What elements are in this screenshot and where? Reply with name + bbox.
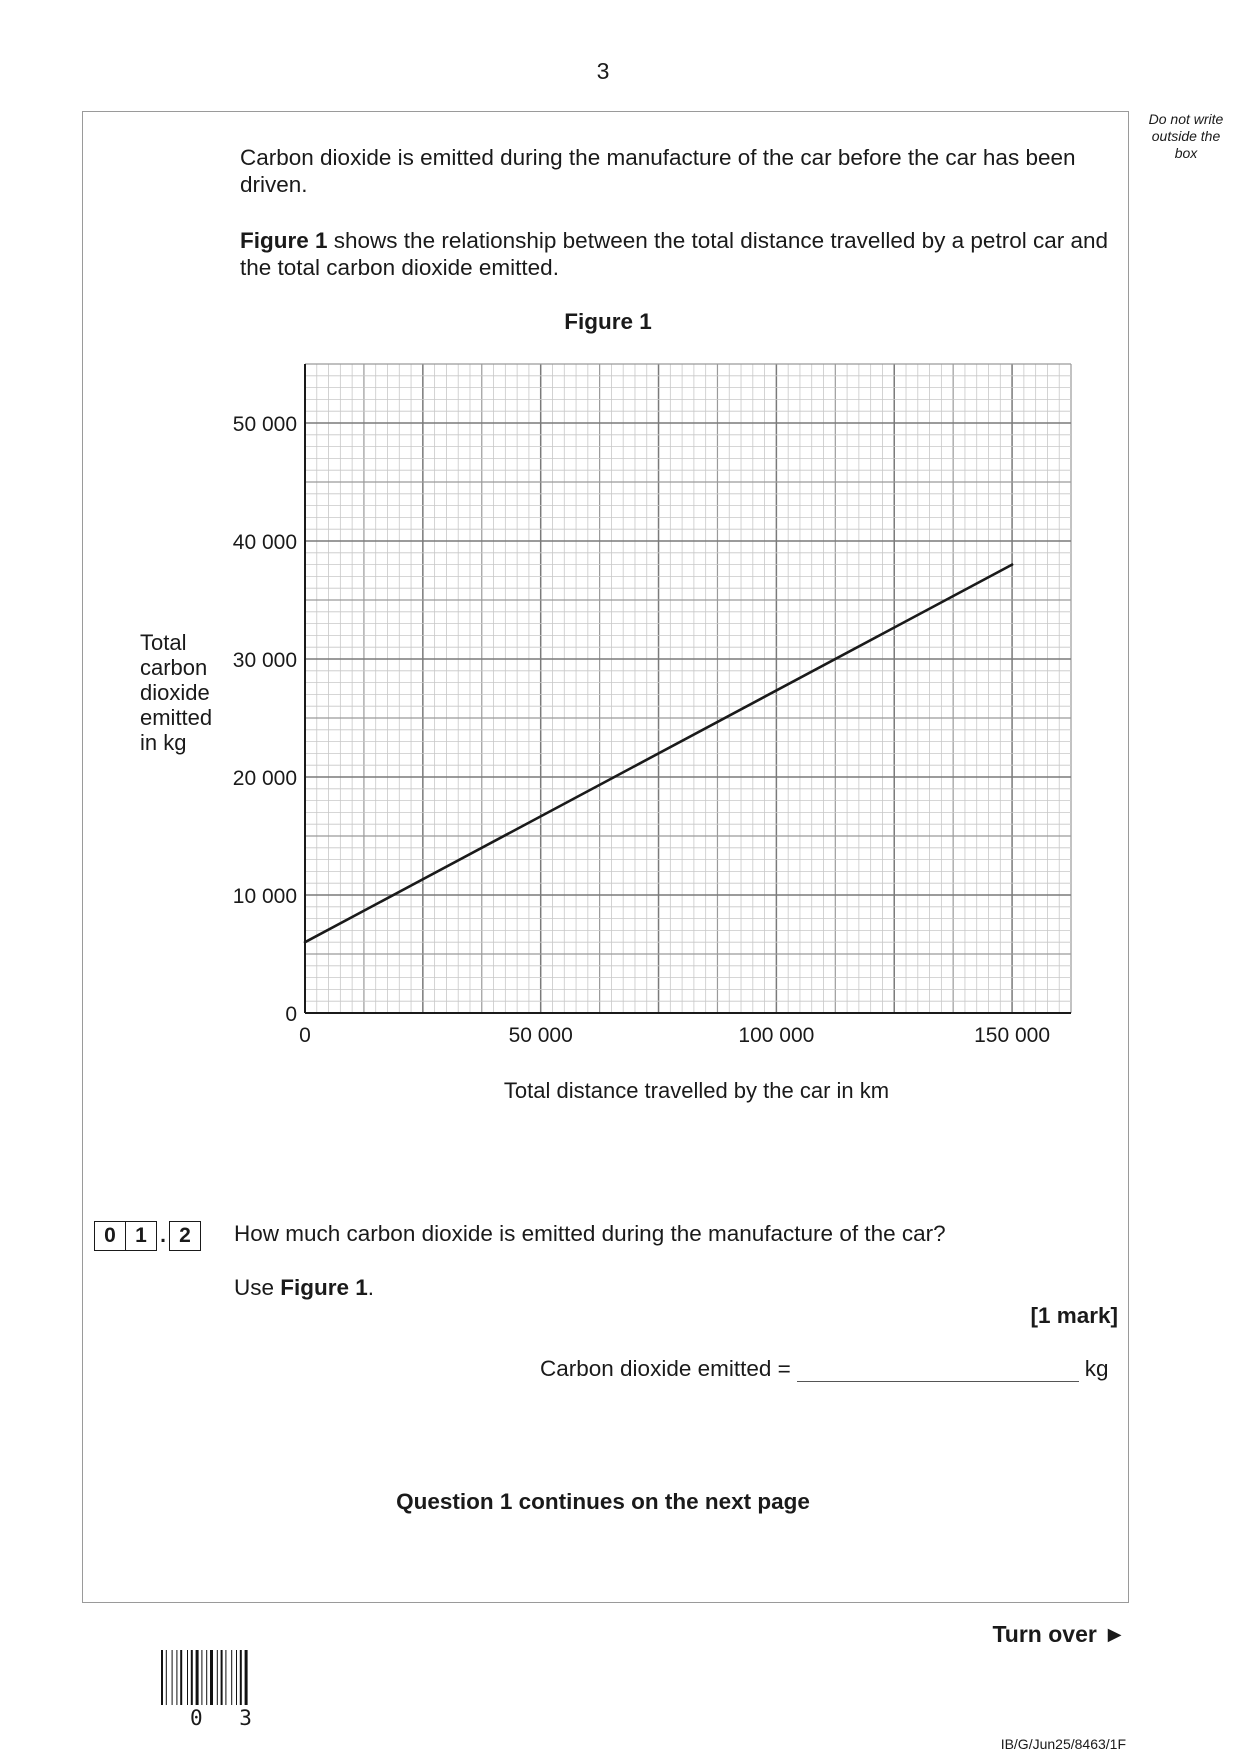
figure-description-text: shows the relationship between the total distance travelled by a petrol car and the total carbon dioxide emitted. — [240, 228, 1108, 280]
barcode-bar — [176, 1650, 177, 1705]
y-axis-label-line: Total — [140, 630, 187, 655]
y-tick-label: 30 000 — [232, 649, 297, 672]
barcode-bar — [196, 1650, 199, 1705]
figure-reference: Figure 1 — [240, 228, 328, 253]
barcode-bar — [236, 1650, 237, 1705]
x-tick-label: 100 000 — [738, 1024, 815, 1047]
question-number-box: 2 — [169, 1221, 201, 1251]
x-tick-label: 0 — [299, 1024, 311, 1047]
x-axis-label: Total distance travelled by the car in km — [503, 1078, 890, 1103]
barcode — [161, 1650, 276, 1705]
margin-note-line-1: Do not write — [1148, 111, 1224, 127]
marks-label: [1 mark] — [1030, 1303, 1118, 1328]
x-tick-label: 50 000 — [508, 1024, 573, 1047]
turn-over-label: Turn over ► — [992, 1621, 1126, 1647]
question-text: How much carbon dioxide is emitted during the manufacture of the car? — [234, 1221, 946, 1246]
barcode-bar — [172, 1650, 173, 1705]
barcode-bar — [191, 1650, 193, 1705]
paper-code: IB/G/Jun25/8463/1F — [1000, 1736, 1126, 1752]
y-axis-label — [140, 630, 212, 755]
margin-note — [1130, 111, 1241, 162]
question-number-separator: . — [160, 1224, 166, 1247]
x-tick-label: 150 000 — [974, 1024, 1051, 1047]
y-axis-label-line: dioxide — [140, 680, 210, 705]
margin-note-line-3: box — [1174, 145, 1198, 161]
barcode-bar — [221, 1650, 223, 1705]
question-number — [94, 1221, 201, 1251]
y-axis-label-line: emitted — [140, 705, 213, 730]
barcode-bar — [217, 1650, 218, 1705]
barcode-bar — [225, 1650, 226, 1705]
use-suffix: . — [367, 1275, 375, 1300]
barcode-bar — [187, 1650, 188, 1705]
answer-row — [540, 1355, 1109, 1382]
figure-title: Figure 1 — [564, 309, 652, 334]
intro-paragraph: Carbon dioxide is emitted during the manufacture of the car before the car has been driven. — [240, 145, 1076, 197]
barcode-bar — [180, 1650, 182, 1705]
answer-line[interactable] — [797, 1355, 1079, 1382]
y-axis-label-line: in kg — [140, 730, 187, 755]
answer-unit: kg — [1084, 1356, 1109, 1381]
barcode-bar — [201, 1650, 202, 1705]
answer-label: Carbon dioxide emitted = — [540, 1356, 791, 1381]
continues-note: Question 1 continues on the next page — [396, 1489, 810, 1514]
y-tick-label: 40 000 — [232, 531, 297, 554]
question-number-box: 0 — [94, 1221, 126, 1251]
y-tick-label: 0 — [285, 1003, 297, 1026]
barcode-bar — [166, 1650, 167, 1705]
barcode-number: 0 3 — [190, 1706, 264, 1730]
y-tick-label: 50 000 — [232, 413, 297, 436]
barcode-bar — [161, 1650, 163, 1705]
figure-description — [240, 227, 1110, 281]
use-figure-reference: Figure 1 — [280, 1275, 368, 1300]
use-prefix: Use — [234, 1275, 281, 1300]
barcode-bar — [245, 1650, 248, 1705]
y-tick-label: 10 000 — [232, 885, 297, 908]
barcode-bar — [210, 1650, 213, 1705]
y-axis-label-line: carbon — [140, 655, 208, 680]
barcode-bar — [231, 1650, 232, 1705]
barcode-bar — [206, 1650, 207, 1705]
use-figure-instruction — [234, 1275, 374, 1301]
page-number: 3 — [596, 58, 610, 84]
y-tick-label: 20 000 — [232, 767, 297, 790]
barcode-bar — [240, 1650, 242, 1705]
question-number-box: 1 — [126, 1221, 157, 1251]
margin-note-line-2: outside the — [1151, 128, 1221, 144]
